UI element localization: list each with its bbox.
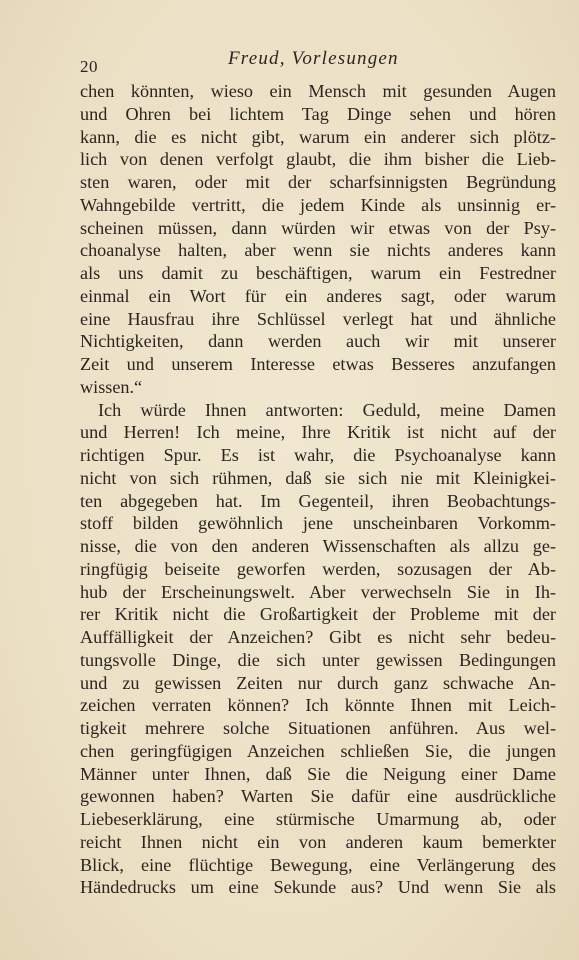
- text-line: chen könnten, wieso ein Mensch mit gesunden Augen: [80, 81, 556, 101]
- text-line: und Ohren bei lichtem Tag Dinge sehen und hören: [80, 103, 556, 124]
- text-line: Händedrucks um eine Sekunde aus? Und wenn Sie als: [80, 877, 556, 898]
- text-line: choanalyse halten, aber wenn sie nichts anderes kann: [80, 240, 556, 261]
- text-line: Zeit und unserem Interesse etwas Besseres anzufangen: [80, 354, 556, 374]
- text-line: Liebeserklärung, eine stürmische Umarmung ab, oder: [80, 809, 556, 829]
- text-line: nicht von sich rühmen, daß sie sich nie mit Kleinigkei-: [80, 467, 556, 488]
- text-line: Nichtigkeiten, dann werden auch wir mit unserer: [80, 331, 556, 352]
- text-line: und zu gewissen Zeiten nur durch ganz schwache An-: [80, 672, 556, 693]
- page-header: [80, 48, 560, 76]
- text-line: als uns damit zu beschäftigen, warum ein Festredner: [80, 263, 556, 283]
- text-line: reicht Ihnen nicht ein von anderen kaum bemerkter: [80, 831, 556, 852]
- text-line: eine Hausfrau ihre Schlüssel verlegt hat und ähnliche: [80, 308, 556, 329]
- text-line: stoff bilden gewöhnlich jene unscheinbaren Vorkomm-: [80, 513, 556, 534]
- text-line: chen geringfügigen Anzeichen schließen Sie, die jungen: [80, 740, 556, 761]
- text-line: Männer unter Ihnen, daß Sie die Neigung einer Dame: [80, 763, 556, 784]
- text-line: Ich würde Ihnen antworten: Geduld, meine Damen: [98, 399, 556, 420]
- text-line: nisse, die von den anderen Wissenschaften als allzu ge-: [80, 536, 556, 556]
- text-line: richtigen Spur. Es ist wahr, die Psychoanalyse kann: [80, 445, 556, 465]
- text-line: scheinen müssen, dann würden wir etwas von der Psy-: [80, 217, 556, 238]
- text-line: kann, die es nicht gibt, warum ein anderer sich plötz-: [80, 126, 556, 147]
- text-line: tigkeit mehrere solche Situationen anführen. Aus wel-: [80, 718, 556, 738]
- text-line: Blick, eine flüchtige Bewegung, eine Verlängerung des: [80, 854, 556, 875]
- text-line: lich von denen verfolgt glaubt, die ihm bisher die Lieb-: [80, 149, 556, 170]
- text-line: rer Kritik nicht die Großartigkeit der Probleme mit der: [80, 604, 556, 625]
- text-line: wissen.“: [80, 376, 143, 397]
- text-line: zeichen verraten können? Ich könnte Ihnen mit Leich-: [80, 695, 556, 716]
- text-line: sten waren, oder mit der scharfsinnigsten Begründung: [80, 172, 556, 192]
- text-line: gewonnen haben? Warten Sie dafür eine ausdrückliche: [80, 786, 556, 807]
- page-number: 20: [80, 57, 98, 76]
- text-line: einmal ein Wort für ein anderes sagt, oder warum: [80, 285, 556, 306]
- text-line: Wahngebilde vertritt, die jedem Kinde als unsinnig er-: [80, 194, 556, 215]
- text-line: ringfügig beiseite geworfen werden, sozusagen der Ab-: [80, 558, 556, 579]
- text-line: ten abgegeben hat. Im Gegenteil, ihren Beobachtungs-: [80, 490, 556, 511]
- running-head: Freud, Vorlesungen: [228, 48, 399, 69]
- text-line: und Herren! Ich meine, Ihre Kritik ist nicht auf der: [80, 422, 556, 443]
- text-line: tungsvolle Dinge, die sich unter gewissen Bedingungen: [80, 649, 556, 670]
- text-line: Auffälligkeit der Anzeichen? Gibt es nicht sehr bedeu-: [80, 627, 556, 647]
- body-text: [80, 80, 556, 899]
- text-line: hub der Erscheinungswelt. Aber verwechseln Sie in Ih-: [80, 581, 556, 602]
